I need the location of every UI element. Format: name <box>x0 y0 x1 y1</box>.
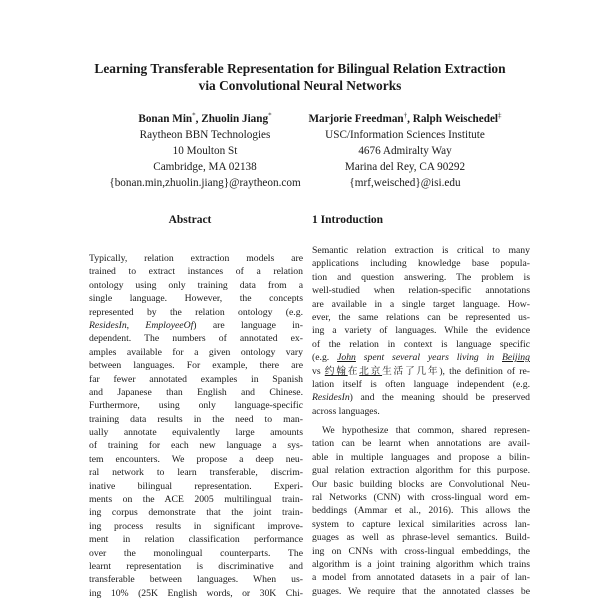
introduction-body <box>312 244 530 598</box>
example-chinese-text: 生活了几年 <box>382 365 440 377</box>
example-chinese-text: 在 <box>347 365 360 377</box>
title-line-1: Learning Transferable Representation for Bilingual Relation Extraction <box>94 61 506 76</box>
email: {bonan.min,zhuolin.jiang}@raytheon.com <box>109 177 301 189</box>
author-block-right <box>300 111 510 191</box>
paper-title <box>0 60 600 94</box>
intro-line: tion and question answering. The problem is <box>312 271 530 283</box>
city-address: Cambridge, MA 02138 <box>153 161 257 173</box>
example-chinese-entity-1: 约翰 <box>324 365 348 377</box>
author-name-separator: , <box>195 113 202 125</box>
intro-line: We hypothesize that common, shared represen- <box>322 425 530 437</box>
example-open: (e.g. <box>312 352 338 364</box>
author-mark: * <box>192 111 196 120</box>
abstract-line: of training for each new language a sys- <box>89 440 303 452</box>
intro-line: ing a variety of languages. While the evidence <box>312 325 530 337</box>
author-mark: † <box>403 111 408 120</box>
abstract-line: Typically, relation extraction models are <box>89 253 303 264</box>
author-names <box>95 111 315 127</box>
author-name: Zhuolin Jiang <box>201 113 269 125</box>
intro-line: system to capture lexical similarities across lan- <box>312 518 530 530</box>
affiliation: USC/Information Sciences Institute <box>325 129 485 141</box>
abstract-line: learnt representation is discriminative and <box>89 560 303 572</box>
author-name: Marjorie Freedman <box>308 113 404 125</box>
abstract-line: ment in relation classification performance <box>89 534 303 546</box>
intro-line-italic <box>312 391 530 404</box>
intro-line: ral Networks (CNN) with cross-lingual word em- <box>312 492 530 504</box>
abstract-line: dependent. The numbers of annotated ex- <box>89 333 303 345</box>
abstract-line: ments on the ACE 2005 multilingual train- <box>89 494 303 506</box>
abstract-line-text: ResidesIn, EmployeeOf) are language in- <box>89 319 304 331</box>
abstract-line: amples available for a given ontology vary <box>89 346 303 358</box>
affiliation: Raytheon BBN Technologies <box>139 129 271 141</box>
abstract-line: transferable between languages. When us- <box>89 574 303 586</box>
abstract-line: ontology using only training data from a <box>89 279 303 291</box>
intro-line: ing on CNNs with cross-lingual embeddings, the <box>312 545 530 557</box>
intro-line: beddings (Ammar et al., 2016). This allows the <box>312 505 530 517</box>
author-name-separator: , <box>407 113 413 125</box>
intro-line: able in multiple languages and propose a bilin- <box>312 451 530 463</box>
intro-line: Our basic building blocks are Convolutional Neu- <box>312 478 530 490</box>
author-block-left <box>95 111 315 191</box>
intro-line: guages as well as phrase-level semantics. Build- <box>312 532 530 544</box>
intro-example-line <box>312 351 530 364</box>
intro-line: well-studied when relation-specific annotations <box>312 285 530 297</box>
abstract-line: between languages. For example, there are <box>89 360 303 372</box>
abstract-line: single language. However, the concepts <box>89 293 303 305</box>
abstract-line: ing 10% (25K English words, or 30K Chi- <box>89 587 303 599</box>
intro-line: of the relation in context is language specific <box>312 338 530 350</box>
intro-line-text: ResidesIn) and the meaning should be preserved <box>312 392 530 404</box>
intro-line: guages. We require that the annotated classes be <box>312 585 530 597</box>
abstract-line-italic-examples <box>89 319 303 332</box>
street-address: 10 Moulton St <box>172 145 238 157</box>
introduction-heading: 1 Introduction <box>312 214 384 226</box>
abstract-line: far fewer annotated examples in Spanish <box>89 373 303 385</box>
example-entity-john: John <box>337 352 356 364</box>
author-name: Bonan Min <box>138 113 193 125</box>
intro-line: tation can be learnt when annotations are avail- <box>312 438 530 450</box>
abstract-line: tem encounters. We propose a deep neu- <box>89 453 303 465</box>
intro-line: lation itself is often language independent (e.g. <box>312 378 530 390</box>
abstract-line: inative bilingual representation. Experi- <box>89 480 303 492</box>
intro-line: across languages. <box>312 405 380 417</box>
title-line-2: via Convolutional Neural Networks <box>198 78 402 93</box>
author-names <box>300 111 510 127</box>
abstract-line: represented by the relation ontology (e.g. <box>89 306 303 318</box>
city-address: Marina del Rey, CA 90292 <box>344 161 466 173</box>
abstract-line: Furthermore, using only language-specific <box>89 400 303 412</box>
intro-line: applications including knowledge base popula- <box>312 258 530 270</box>
abstract-line: ral network to learn transferable, discrim- <box>89 467 303 479</box>
intro-line: algorithm is a joint training algorithm which trains <box>312 558 530 570</box>
abstract-heading: Abstract <box>168 214 212 226</box>
abstract-line: ually annotate equivalently large amounts <box>89 427 303 439</box>
author-name: Ralph Weischedel <box>412 113 499 125</box>
example-vs: vs <box>312 365 325 377</box>
intro-line: ever, the same relations can be represented us- <box>312 311 530 323</box>
intro-line: are available in a single target language. How- <box>312 298 530 310</box>
example-tail: ), the definition of re- <box>439 365 531 377</box>
street-address: 4676 Admiralty Way <box>358 145 452 157</box>
abstract-body <box>89 252 303 600</box>
abstract-line: ing corpus demonstrate that the joint train- <box>89 507 303 519</box>
example-chinese-entity-2: 北京 <box>359 365 383 377</box>
email: {mrf,weisched}@isi.edu <box>349 177 461 189</box>
abstract-line: and Japanese than English and Chinese. <box>89 386 303 398</box>
intro-example-line-2 <box>312 365 530 378</box>
intro-line: a model from annotated datasets in a pair of lan- <box>312 572 530 584</box>
abstract-line: training data results in the need to man- <box>89 413 303 425</box>
example-sentence: spent several years living in <box>355 352 502 364</box>
example-entity-beijing: Beijing <box>502 352 530 364</box>
intro-line: gual relation extraction algorithm for this purpose. <box>312 465 530 477</box>
abstract-line: ing process results in significant improve- <box>89 520 303 532</box>
intro-line: Semantic relation extraction is critical to many <box>312 245 530 256</box>
abstract-line: over the monolingual counterparts. The <box>89 547 303 559</box>
author-mark: ‡ <box>498 111 502 120</box>
author-mark: * <box>268 111 272 120</box>
abstract-line: trained to extract instances of a relation <box>89 266 303 278</box>
